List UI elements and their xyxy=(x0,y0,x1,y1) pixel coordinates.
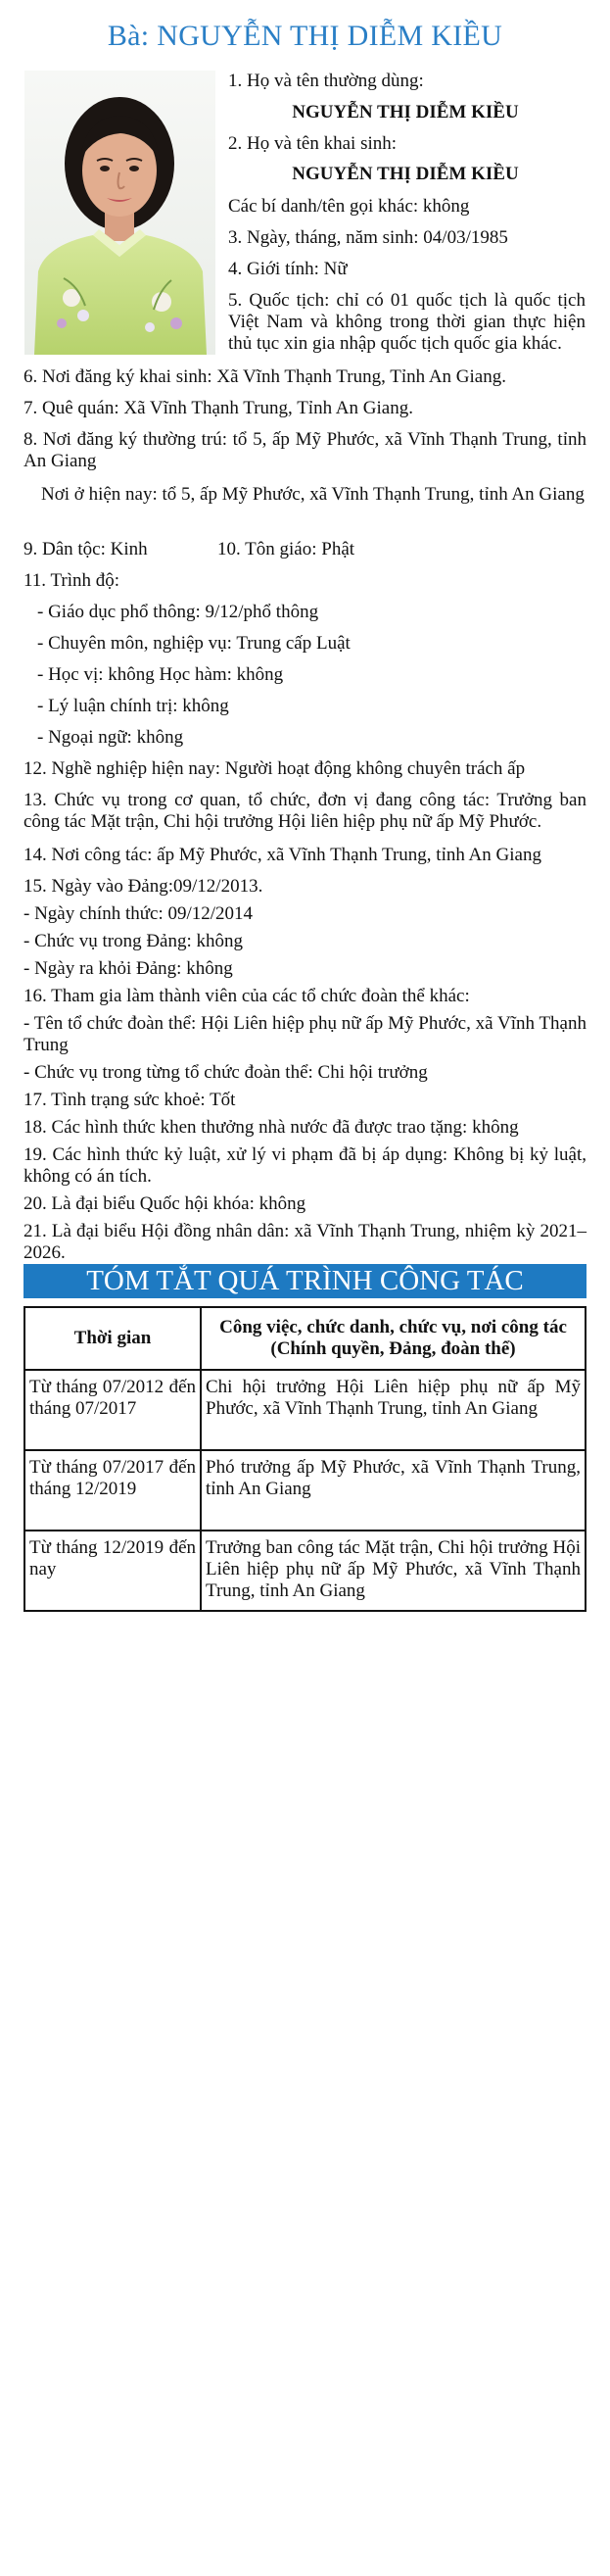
row-time: Từ tháng 07/2012 đến tháng 07/2017 xyxy=(24,1370,201,1450)
field-birth-name-label: 2. Họ và tên khai sinh: xyxy=(228,133,398,154)
table-row xyxy=(24,1531,586,1611)
page-title: Bà: NGUYỄN THỊ DIỄM KIỀU xyxy=(107,20,503,52)
field-hometown: 7. Quê quán: Xã Vĩnh Thạnh Trung, Tỉnh An Giang. xyxy=(23,398,413,418)
work-history-table xyxy=(23,1306,587,1612)
field-birth-date: 3. Ngày, tháng, năm sinh: 04/03/1985 xyxy=(228,227,508,248)
field-discipline: 19. Các hình thức kỷ luật, xử lý vi phạm đã bị áp dụng: Không bị kỷ luật, không có án tích. xyxy=(23,1144,587,1187)
field-nationality: 5. Quốc tịch: chỉ có 01 quốc tịch là quốc tịch Việt Nam và không trong thời gian thực hiện thủ tục xin gia nhập quốc tịch quốc gia khác. xyxy=(228,290,586,354)
field-degree: - Học vị: không Học hàm: không xyxy=(37,664,284,685)
field-national-assembly: 20. Là đại biểu Quốc hội khóa: không xyxy=(23,1193,306,1214)
row-time: Từ tháng 12/2019 đến nay xyxy=(24,1531,201,1611)
field-awards: 18. Các hình thức khen thưởng nhà nước đã được trao tặng: không xyxy=(23,1117,519,1138)
field-organization-role: - Chức vụ trong từng tổ chức đoàn thể: Chi hội trưởng xyxy=(23,1062,428,1083)
row-work: Chi hội trưởng Hội Liên hiệp phụ nữ ấp Mỹ Phước, xã Vĩnh Thạnh Trung, tỉnh An Giang xyxy=(201,1370,586,1450)
field-birth-name-value: NGUYỄN THỊ DIỄM KIỀU xyxy=(292,164,519,184)
row-time: Từ tháng 07/2017 đến tháng 12/2019 xyxy=(24,1450,201,1531)
table-row xyxy=(24,1370,586,1450)
field-common-name-value: NGUYỄN THỊ DIỄM KIỀU xyxy=(292,102,519,122)
field-organization-name: - Tên tổ chức đoàn thể: Hội Liên hiệp phụ nữ ấp Mỹ Phước, xã Vĩnh Thạnh Trung xyxy=(23,1013,587,1055)
field-party-official-date: - Ngày chính thức: 09/12/2014 xyxy=(23,903,254,924)
field-alias: Các bí danh/tên gọi khác: không xyxy=(228,196,470,217)
field-birth-registration: 6. Nơi đăng ký khai sinh: Xã Vĩnh Thạnh Trung, Tỉnh An Giang. xyxy=(23,366,506,387)
field-gender: 4. Giới tính: Nữ xyxy=(228,259,348,279)
field-party-join-date: 15. Ngày vào Đảng:09/12/2013. xyxy=(23,876,263,897)
table-header-row xyxy=(24,1307,586,1370)
field-party-position: - Chức vụ trong Đảng: không xyxy=(23,931,244,951)
field-common-name-label: 1. Họ và tên thường dùng: xyxy=(228,71,424,91)
field-position: 13. Chức vụ trong cơ quan, tổ chức, đơn vị đang công tác: Trưởng ban công tác Mặt trận, Chi hội trưởng Hội liên hiệp phụ nữ ấp Mỹ Phước. xyxy=(23,790,587,832)
field-professional-skill: - Chuyên môn, nghiệp vụ: Trung cấp Luật xyxy=(37,633,351,654)
row-work: Trưởng ban công tác Mặt trận, Chi hội trưởng Hội Liên hiệp phụ nữ ấp Mỹ Phước, xã Vĩnh Thạnh Trung, tỉnh An Giang xyxy=(201,1531,586,1611)
field-peoples-council: 21. Là đại biểu Hội đồng nhân dân: xã Vĩnh Thạnh Trung, nhiệm kỳ 2021–2026. xyxy=(23,1221,587,1263)
field-organizations-heading: 16. Tham gia làm thành viên của các tổ chức đoàn thể khác: xyxy=(23,986,470,1006)
portrait-photo xyxy=(24,71,215,355)
field-education-heading: 11. Trình độ: xyxy=(23,570,120,591)
header-work: Công việc, chức danh, chức vụ, nơi công tác (Chính quyền, Đảng, đoàn thể) xyxy=(201,1307,586,1370)
field-party-leave-date: - Ngày ra khỏi Đảng: không xyxy=(23,958,233,979)
row-work: Phó trưởng ấp Mỹ Phước, xã Vĩnh Thạnh Trung, tỉnh An Giang xyxy=(201,1450,586,1531)
field-ethnicity: 9. Dân tộc: Kinh xyxy=(23,539,148,559)
table-row xyxy=(24,1450,586,1531)
field-current-residence: Nơi ở hiện nay: tổ 5, ấp Mỹ Phước, xã Vĩnh Thạnh Trung, tỉnh An Giang xyxy=(41,484,585,505)
portrait-illustration xyxy=(24,71,215,355)
field-political-theory: - Lý luận chính trị: không xyxy=(37,696,229,716)
field-workplace: 14. Nơi công tác: ấp Mỹ Phước, xã Vĩnh Thạnh Trung, tỉnh An Giang xyxy=(23,845,541,865)
field-foreign-language: - Ngoại ngữ: không xyxy=(37,727,184,748)
field-occupation: 12. Nghề nghiệp hiện nay: Người hoạt động không chuyên trách ấp xyxy=(23,758,526,779)
field-health: 17. Tình trạng sức khoẻ: Tốt xyxy=(23,1090,236,1110)
header-time: Thời gian xyxy=(24,1307,201,1370)
field-permanent-residence: 8. Nơi đăng ký thường trú: tổ 5, ấp Mỹ Phước, xã Vĩnh Thạnh Trung, tỉnh An Giang xyxy=(23,429,587,471)
field-religion: 10. Tôn giáo: Phật xyxy=(217,539,355,559)
field-general-education: - Giáo dục phổ thông: 9/12/phổ thông xyxy=(37,602,319,622)
work-history-banner: TÓM TẮT QUÁ TRÌNH CÔNG TÁC xyxy=(23,1264,587,1298)
